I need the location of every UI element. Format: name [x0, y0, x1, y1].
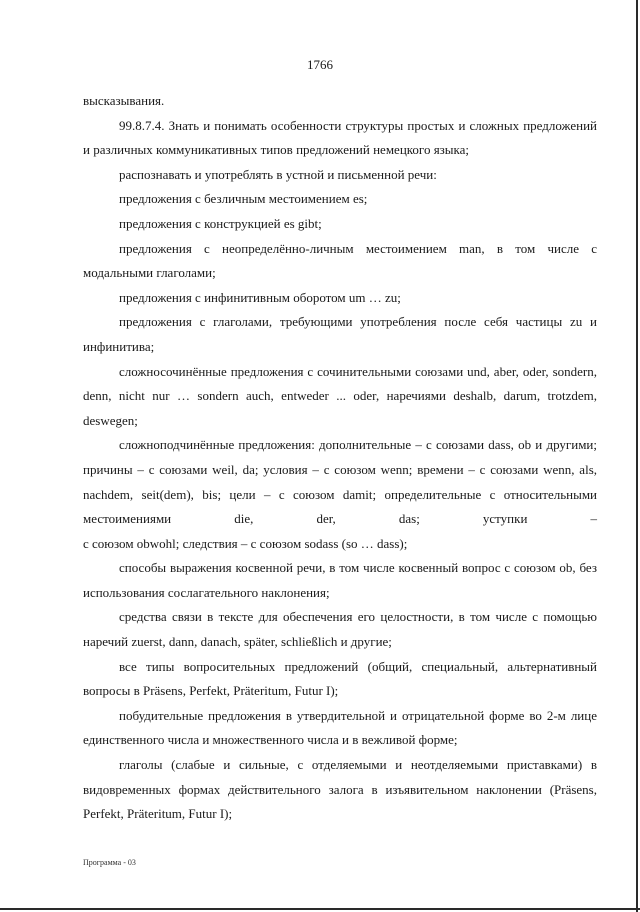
scan-edge-bottom — [0, 908, 640, 910]
list-item-um-zu: предложения с инфинитивным оборотом um … zu; — [119, 289, 401, 305]
scan-edge-right — [636, 0, 638, 912]
list-item-man: предложения с неопределённо-личным местоимением man, в том числе с модальными глаголами; — [83, 240, 597, 281]
list-item-es-gibt: предложения с конструкцией es gibt; — [119, 215, 322, 231]
paragraph-section-99-8-7-4: 99.8.7.4. Знать и понимать особенности структуры простых и сложных предложений и различных коммуникативных типов предложений немецкого языка; — [83, 117, 597, 158]
list-item-questions: все типы вопросительных предложений (общий, специальный, альтернативный вопросы в Präsens, Perfekt, Präteritum, Futur I); — [83, 658, 597, 699]
list-item-indirect-speech: способы выражения косвенной речи, в том числе косвенный вопрос с союзом ob, без использования сослагательного наклонения; — [83, 560, 597, 600]
list-item-es-impersonal: предложения с безличным местоимением es; — [119, 191, 368, 207]
list-item-imperatives: побудительные предложения в утвердительной и отрицательной форме во 2-м лице единственного числа и множественного числа и в вежливой форме; — [83, 707, 597, 748]
list-item-cohesion: средства связи в тексте для обеспечения его целостности, в том числе с помощью наречий zuerst, dann, danach, später, schließlich и другие; — [83, 609, 597, 650]
body-text — [83, 89, 597, 827]
list-item-compound-sentences: сложносочинённые предложения с сочинительными союзами und, aber, oder, sondern, denn, nicht nur … sondern auch, entweder ... oder, наречиями deshalb, darum, trotzdem, deswegen; — [83, 363, 597, 428]
list-item-zu-infinitive: предложения с глаголами, требующими употребления после себя частицы zu и инфинитива; — [83, 314, 597, 354]
page-number: 1766 — [307, 57, 333, 72]
list-item-complex-sentences: сложноподчинённые предложения: дополнительные – с союзами dass, ob и другими; причины – с союзами weil, da; условия – с союзом wenn; времени – с союзами wenn, als, nachdem, seit(dem), bis; цели – с союзом damit; определительные с относительными местоимениями die, der, das; уступки – — [83, 437, 597, 527]
list-item-verbs: глаголы (слабые и сильные, с отделяемыми и неотделяемыми приставками) в видовременных формах действительного залога в изъявительном наклонении (Präsens, Perfekt, Präteritum, Futur I); — [83, 757, 597, 822]
list-item-complex-sentences-end: с союзом obwohl; следствия – с союзом sodass (so … dass); — [83, 535, 408, 551]
paragraph-recognize-intro: распознавать и употреблять в устной и письменной речи: — [119, 166, 437, 182]
paragraph-continuation: высказывания. — [83, 93, 165, 108]
footer-label: Программа - 03 — [83, 858, 136, 867]
